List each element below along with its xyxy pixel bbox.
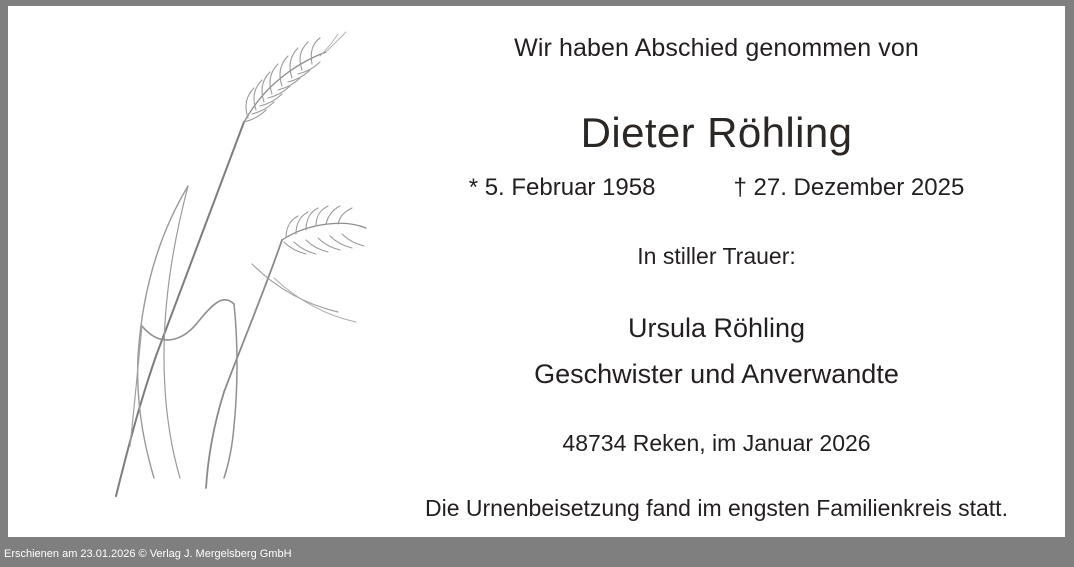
wheat-ears-drawing-icon	[38, 26, 368, 516]
obituary-text	[368, 6, 1065, 537]
mourning-label: In stiller Trauer:	[637, 243, 796, 269]
birth-date: * 5. Februar 1958	[468, 174, 656, 201]
publication-credit: Erschienen am 23.01.2026 © Verlag J. Mergelsberg GmbH	[4, 548, 292, 560]
deceased-name: Dieter Röhling	[580, 109, 853, 156]
obituary-card	[8, 6, 1065, 537]
closing-note: Die Urnenbeisetzung fand im engsten Familienkreis statt.	[425, 495, 1008, 521]
mourner-name: Ursula Röhling	[627, 313, 806, 343]
death-date: † 27. Dezember 2025	[733, 174, 965, 201]
life-dates	[368, 174, 1065, 202]
mourner-group: Geschwister und Anverwandte	[534, 359, 899, 389]
intro-line: Wir haben Abschied genommen von	[514, 34, 919, 62]
place-and-date: 48734 Reken, im Januar 2026	[562, 430, 871, 456]
